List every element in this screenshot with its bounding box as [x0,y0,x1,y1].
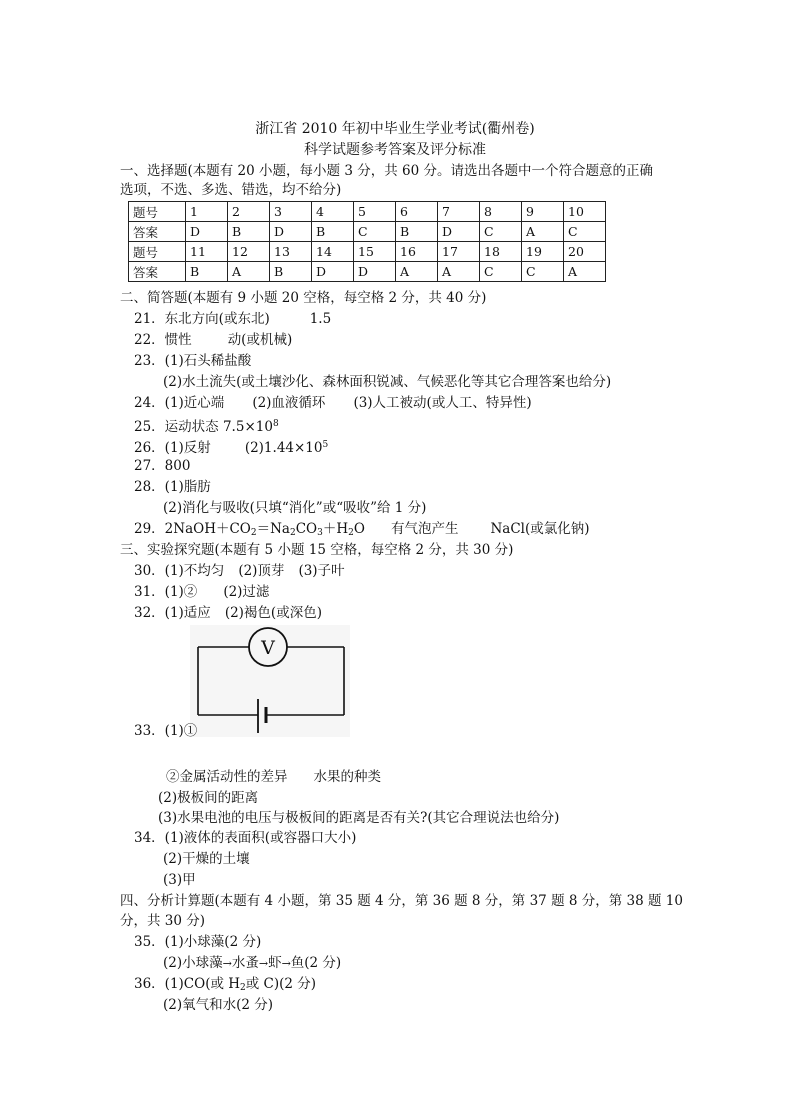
table-cell: B [396,222,438,242]
answer-text: 动(或机械) [227,332,293,348]
answer-25 [134,414,279,437]
food-chain-item: 鱼(2 分) [290,955,342,971]
table-row [129,202,606,222]
food-chain-item: (2)小球藻 [163,955,223,971]
answer-text: 22．惯性 [134,332,192,348]
table-cell: A [228,262,270,282]
answer-33-1b [166,767,381,787]
voltmeter-label: V [261,637,275,659]
answer-text: 31．(1)② [134,584,198,600]
answer-text: (2)1.44×10 [244,440,323,456]
food-chain-item: 水蚤 [231,955,259,971]
table-row [129,262,606,282]
answer-21 [134,309,331,329]
table-label: 答案 [129,222,186,242]
answer-text: NaCl(或氯化钠) [490,521,590,537]
answer-text: 1.5 [309,311,332,327]
table-cell: B [228,222,270,242]
table-cell: 11 [186,242,228,262]
arrow-right-icon: → [258,957,269,970]
arrow-right-icon: → [222,957,232,970]
answer-text: 有气泡产生 [390,521,459,537]
answer-27: 27．800 [134,458,191,474]
answer-text: (2)顶芽 [238,563,285,579]
table-cell: 14 [312,242,354,262]
table-cell: D [270,222,312,242]
arrow-right-icon: → [281,957,291,970]
answer-text: 21．东北方向(或东北) [134,311,270,327]
exponent: 5 [322,440,329,450]
table-cell: C [480,262,522,282]
answer-table [128,201,606,282]
section4-heading-cont: 分，共 30 分) [120,913,206,929]
table-cell: 18 [480,242,522,262]
answer-31 [134,582,269,602]
table-cell: B [312,222,354,242]
table-label: 题号 [129,202,186,222]
answer-33-2: (2)极板间的距离 [158,790,259,806]
doc-title: 浙江省 2010 年初中毕业生学业考试(衢州卷) [255,121,535,137]
answer-text: (2)过滤 [223,584,270,600]
answer-text: (3)子叶 [298,563,345,579]
answer-33-3: (3)水果电池的电压与极板间的距离是否有关?(其它合理说法也给分) [158,810,560,826]
answer-24 [134,393,532,413]
answer-text: ②金属活动性的差异 [166,769,288,785]
table-cell: D [186,222,228,242]
answer-22 [134,330,292,350]
table-cell: 3 [270,202,312,222]
answer-23-1: 23．(1)石头稀盐酸 [134,353,252,369]
answer-text: (3)人工被动(或人工、特异性) [353,395,532,411]
answer-text: 水果的种类 [313,769,381,785]
table-cell: 20 [564,242,606,262]
answer-text: 24．(1)近心端 [134,395,225,411]
answer-33-1: 33．(1)① [134,723,198,739]
table-cell: C [522,262,564,282]
doc-subtitle: 科学试题参考答案及评分标准 [304,142,486,158]
answer-26 [134,435,328,458]
answer-28-2: (2)消化与吸收(只填“消化”或“吸收”给 1 分) [163,500,427,516]
table-cell: A [438,262,480,282]
table-cell: D [312,262,354,282]
answer-text: (2)血液循环 [252,395,326,411]
table-cell: A [396,262,438,282]
answer-34-3: (3)甲 [163,872,196,888]
table-cell: 9 [522,202,564,222]
table-cell: 15 [354,242,396,262]
table-cell: D [354,262,396,282]
answer-32 [134,603,322,623]
food-chain-item: 虾 [268,955,282,971]
table-cell: C [480,222,522,242]
table-cell: 5 [354,202,396,222]
equation: 29．$2NaOH+CO_2=Na_2CO_3+H_2O$ [134,521,365,538]
answer-35-2 [163,953,341,974]
answer-23-2: (2)水土流失(或土壤沙化、森林面积锐减、气候恶化等其它合理答案也给分) [163,374,612,390]
table-cell: 12 [228,242,270,262]
table-cell: 6 [396,202,438,222]
answer-text: 32．(1)适应 [134,605,211,621]
section1-heading: 一、选择题(本题有 20 小题，每小题 3 分，共 60 分。请选出各题中一个符合题意的正确 [120,163,653,179]
table-cell: A [564,262,606,282]
table-cell: 8 [480,202,522,222]
answer-text: 26．(1)反射 [134,440,211,456]
table-cell: A [522,222,564,242]
table-cell: C [354,222,396,242]
table-cell: 16 [396,242,438,262]
table-label: 答案 [129,262,186,282]
table-cell: 19 [522,242,564,262]
table-row [129,242,606,262]
table-row [129,222,606,242]
section4-heading: 四、分析计算题(本题有 4 小题，第 35 题 4 分，第 36 题 8 分，第 37 题 8 分，第 38 题 10 [120,893,683,909]
table-cell: C [564,222,606,242]
section1-heading-cont: 选项，不选、多选、错选，均不给分) [120,182,342,198]
answer-text: 30．(1)不均匀 [134,563,225,579]
table-cell: 1 [186,202,228,222]
table-cell: 13 [270,242,312,262]
table-cell: D [438,222,480,242]
answer-36-1: 36．(1)CO(或 $H_2$或 C)(2 分) [134,976,317,993]
answer-36-2: (2)氧气和水(2 分) [163,997,274,1013]
table-cell: 10 [564,202,606,222]
table-cell: 2 [228,202,270,222]
answer-35-1: 35．(1)小球藻(2 分) [134,934,262,950]
answer-34-2: (2)干燥的土壤 [163,851,250,867]
answer-30 [134,561,345,581]
circuit-diagram [190,625,350,737]
answer-text: 25．运动状态 7.5×10 [134,419,273,435]
table-cell: 4 [312,202,354,222]
section2-heading: 二、简答题(本题有 9 小题 20 空格，每空格 2 分，共 40 分) [120,290,487,306]
section3-heading: 三、实验探究题(本题有 5 小题 15 空格，每空格 2 分，共 30 分) [120,542,514,558]
table-cell: 17 [438,242,480,262]
table-cell: B [186,262,228,282]
table-cell: B [270,262,312,282]
table-cell: 7 [438,202,480,222]
answer-text: (2)褐色(或深色) [224,605,322,621]
exponent: 8 [272,419,279,429]
table-label: 题号 [129,242,186,262]
answer-28-1: 28．(1)脂肪 [134,479,211,495]
answer-34-1: 34．(1)液体的表面积(或容器口大小) [134,830,357,846]
